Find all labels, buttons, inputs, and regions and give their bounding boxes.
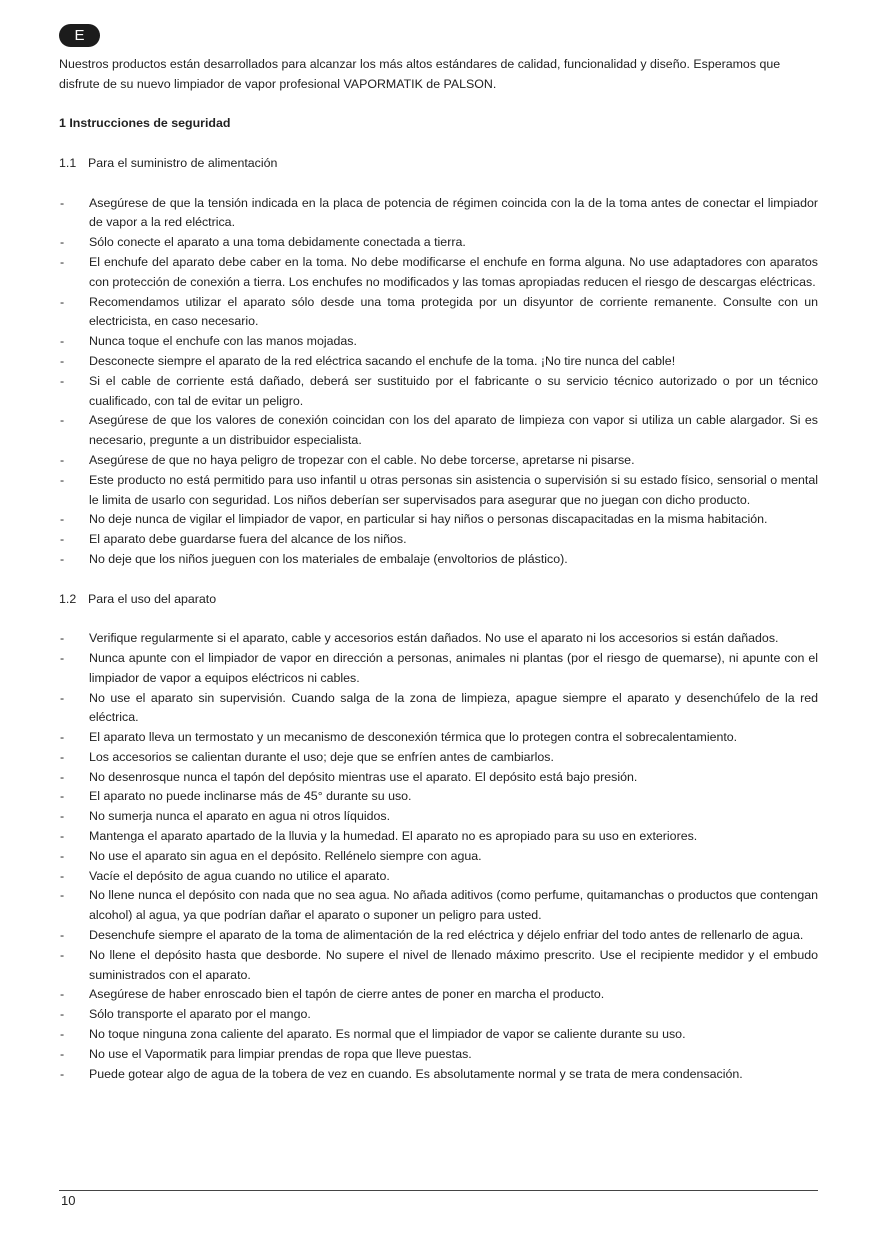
- page-number: 10: [61, 1193, 76, 1208]
- list-item: - No llene nunca el depósito con nada que no sea agua. No añada aditivos (como perfume, quitamanchas o productos que contengan alcohol) al agua, ya que podrían dañar el aparato o suponer un peligro para usted.: [59, 886, 818, 926]
- list-item: - Verifique regularmente si el aparato, cable y accesorios están dañados. No use el aparato ni los accesorios si están dañados.: [59, 629, 818, 649]
- footer-divider: [59, 1190, 818, 1191]
- subsection-title: Para el suministro de alimentación: [88, 155, 278, 170]
- language-badge: E: [59, 24, 100, 47]
- list-item: - No use el Vapormatik para limpiar prendas de ropa que lleve puestas.: [59, 1045, 818, 1065]
- list-item: - Este producto no está permitido para uso infantil u otras personas sin asistencia o supervisión si su estado físico, sensorial o mental le limita de usarlo con seguridad. Los niños deberían ser supervisados para asegurar que no juegan con dicho producto.: [59, 471, 818, 511]
- list-item: - Recomendamos utilizar el aparato sólo desde una toma protegida por un disyuntor de corriente remanente. Consulte con un electricista, en caso necesario.: [59, 293, 818, 333]
- list-item: - Asegúrese de haber enroscado bien el tapón de cierre antes de poner en marcha el producto.: [59, 985, 818, 1005]
- section-heading: 1 Instrucciones de seguridad: [59, 116, 231, 131]
- list-item: - Nunca toque el enchufe con las manos mojadas.: [59, 332, 818, 352]
- list-item: - Asegúrese de que no haya peligro de tropezar con el cable. No debe torcerse, apretarse ni pisarse.: [59, 451, 818, 471]
- list-item: - No llene el depósito hasta que desborde. No supere el nivel de llenado máximo prescrito. Use el recipiente medidor y el embudo suministrados con el aparato.: [59, 946, 818, 986]
- list-item: - No desenrosque nunca el tapón del depósito mientras use el aparato. El depósito está bajo presión.: [59, 768, 818, 788]
- list-item: - Desconecte siempre el aparato de la red eléctrica sacando el enchufe de la toma. ¡No tire nunca del cable!: [59, 352, 818, 372]
- subsection-heading-power: [59, 154, 818, 174]
- list-item: - No use el aparato sin agua en el depósito. Rellénelo siempre con agua.: [59, 847, 818, 867]
- intro-paragraph: Nuestros productos están desarrollados para alcanzar los más altos estándares de calidad, funcionalidad y diseño. Esperamos que disfrute de su nuevo limpiador de vapor profesional VAPORMATIK de PALSON.: [59, 57, 781, 91]
- list-item: - Asegúrese de que los valores de conexión coincidan con los del aparato de limpieza con vapor si utiliza un cable alargador. Si es necesario, pregunte a un distribuidor especialista.: [59, 411, 818, 451]
- list-item: - El enchufe del aparato debe caber en la toma. No debe modificarse el enchufe en forma alguna. No use adaptadores con aparatos con protección de conexión a tierra. Los enchufes no modificados y las tomas apropiadas reducen el riesgo de descargas eléctricas.: [59, 253, 818, 293]
- list-item: - El aparato no puede inclinarse más de 45° durante su uso.: [59, 787, 818, 807]
- subsection-number: 1.1: [59, 155, 77, 170]
- list-item: - No deje nunca de vigilar el limpiador de vapor, en particular si hay niños o personas discapacitadas en la misma habitación.: [59, 510, 818, 530]
- list-item: - Vacíe el depósito de agua cuando no utilice el aparato.: [59, 867, 818, 887]
- list-item: - Asegúrese de que la tensión indicada en la placa de potencia de régimen coincida con la de la toma antes de conectar el limpiador de vapor a la red eléctrica.: [59, 194, 818, 234]
- page-content: [59, 55, 818, 1104]
- subsection-number: 1.2: [59, 591, 77, 606]
- list-item: - Sólo transporte el aparato por el mango.: [59, 1005, 818, 1025]
- list-item: - Si el cable de corriente está dañado, deberá ser sustituido por el fabricante o su servicio técnico autorizado o por un técnico cualificado, con tal de evitar un peligro.: [59, 372, 818, 412]
- list-item: - Los accesorios se calientan durante el uso; deje que se enfríen antes de cambiarlos.: [59, 748, 818, 768]
- subsection-title: Para el uso del aparato: [88, 591, 217, 606]
- list-item: - El aparato lleva un termostato y un mecanismo de desconexión térmica que lo protegen contra el sobrecalentamiento.: [59, 728, 818, 748]
- list-item: - Mantenga el aparato apartado de la lluvia y la humedad. El aparato no es apropiado para su uso en exteriores.: [59, 827, 818, 847]
- subsection-heading-usage: [59, 590, 818, 610]
- power-safety-list: [59, 194, 818, 570]
- list-item: - Puede gotear algo de agua de la tobera de vez en cuando. Es absolutamente normal y se trata de mera condensación.: [59, 1065, 818, 1085]
- list-item: - No use el aparato sin supervisión. Cuando salga de la zona de limpieza, apague siempre el aparato y desenchúfelo de la red eléctrica.: [59, 689, 818, 729]
- list-item: - Sólo conecte el aparato a una toma debidamente conectada a tierra.: [59, 233, 818, 253]
- list-item: - No sumerja nunca el aparato en agua ni otros líquidos.: [59, 807, 818, 827]
- list-item: - No deje que los niños jueguen con los materiales de embalaje (envoltorios de plástico).: [59, 550, 818, 570]
- list-item: - No toque ninguna zona caliente del aparato. Es normal que el limpiador de vapor se caliente durante su uso.: [59, 1025, 818, 1045]
- list-item: - Nunca apunte con el limpiador de vapor en dirección a personas, animales ni plantas (por el riesgo de quemarse), ni apunte con el limpiador de vapor a equipos eléctricos ni cables.: [59, 649, 818, 689]
- usage-safety-list: [59, 629, 818, 1084]
- list-item: - El aparato debe guardarse fuera del alcance de los niños.: [59, 530, 818, 550]
- list-item: - Desenchufe siempre el aparato de la toma de alimentación de la red eléctrica y déjelo enfriar del todo antes de rellenarlo de agua.: [59, 926, 818, 946]
